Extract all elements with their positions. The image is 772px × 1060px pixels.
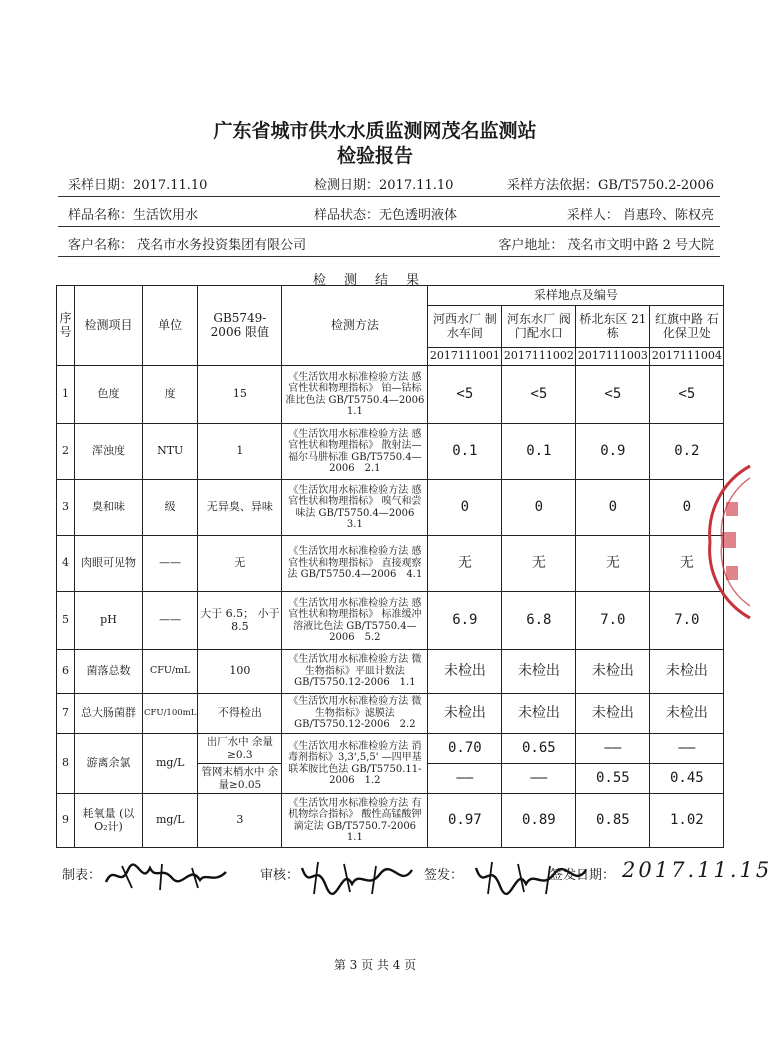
result-value: —— [428,764,502,794]
prepared-label: 制表： [62,868,102,883]
row-seq: 8 [57,734,75,794]
result-value: 6.9 [428,592,502,650]
header-seq: 序号 [57,286,75,366]
client-address: 客户地址： 茂名市文明中路 2 号大院 [498,238,714,253]
header-unit: 单位 [143,286,198,366]
signature-row [58,858,772,898]
table-row [57,480,724,536]
site-code: 2017111003 [576,348,650,366]
row-unit: —— [143,592,198,650]
row-unit: —— [143,536,198,592]
issue-label: 签发： [424,868,464,883]
result-value: 无 [502,536,576,592]
row-unit: CFU/mL [143,650,198,694]
row-seq: 3 [57,480,75,536]
result-value: <5 [428,366,502,424]
row-item: 肉眼可见物 [75,536,143,592]
site-code: 2017111001 [428,348,502,366]
divider [58,196,720,197]
header-item: 检测项目 [75,286,143,366]
result-value: —— [576,734,650,764]
result-value: —— [502,764,576,794]
report-subtitle: 检验报告 [336,145,413,167]
result-value: 未检出 [650,650,724,694]
result-value: 0.85 [576,794,650,848]
result-value: <5 [502,366,576,424]
red-stamp [704,462,750,622]
sampler: 采样人： 肖惠玲、陈权亮 [566,208,714,223]
row-unit: CFU/100mL [143,694,198,734]
site-name: 桥北东区 21 栋 [576,306,650,348]
row-item: 总大肠菌群 [75,694,143,734]
sample-state: 样品状态：无色透明液体 [314,208,458,223]
result-value: 0.2 [650,424,724,480]
result-value: 未检出 [650,694,724,734]
result-value: 0 [650,480,724,536]
header-method: 检测方法 [282,286,428,366]
site-name: 河西水厂 制水车间 [428,306,502,348]
row-method: 《生活饮用水标准检验方法 感官性状和物理指标》 散射法—福尔马肼标准 GB/T5750.4—2006 2.1 [282,424,428,480]
result-value: 0 [428,480,502,536]
table-row [57,794,724,848]
site-code: 2017111004 [650,348,724,366]
result-value: 0.89 [502,794,576,848]
prepared-signature [102,858,232,894]
header-limit: GB5749-2006 限值 [198,286,282,366]
table-row [57,650,724,694]
row-limit: 出厂水中 余量≥0.3 [198,734,282,764]
row-unit: 度 [143,366,198,424]
info-row-client [58,230,720,254]
site-name: 河东水厂 阀门配水口 [502,306,576,348]
row-unit: mg/L [143,794,198,848]
row-limit: 1 [198,424,282,480]
result-value: 0.1 [428,424,502,480]
row-unit: NTU [143,424,198,480]
row-item: 耗氧量 (以O₂计) [75,794,143,848]
row-limit: 大于 6.5； 小于 8.5 [198,592,282,650]
row-limit: 3 [198,794,282,848]
row-method: 《生活饮用水标准检验方法 感官性状和物理指标》 嗅气和尝味法 GB/T5750.4—2006 3.1 [282,480,428,536]
result-value: 1.02 [650,794,724,848]
sampling-method: 采样方法依据：GB/T5750.2-2006 [507,178,714,193]
header-sites: 采样地点及编号 [428,286,724,306]
issue-date-label: 签发日期： [550,868,616,883]
testing-date: 检测日期：2017.11.10 [314,178,454,193]
result-value: 未检出 [428,694,502,734]
issue-date: 2017.11.15 [622,858,772,882]
result-value: 无 [650,536,724,592]
page-footer: 第 3 页 共 4 页 [333,958,417,972]
result-value: 未检出 [428,650,502,694]
result-value: 未检出 [576,650,650,694]
result-value: 未检出 [502,694,576,734]
site-name: 红旗中路 石化保卫处 [650,306,724,348]
result-value: <5 [576,366,650,424]
result-value: 0.97 [428,794,502,848]
info-row-sample [58,200,720,224]
result-value: 7.0 [650,592,724,650]
table-row [57,366,724,424]
row-method: 《生活饮用水标准检验方法 感官性状和物理指标》 标准缓冲溶液比色法 GB/T5750.4—2006 5.2 [282,592,428,650]
table-row [57,734,724,764]
row-seq: 1 [57,366,75,424]
row-unit: mg/L [143,734,198,794]
result-value: 7.0 [576,592,650,650]
row-method: 《生活饮用水标准检验方法 微生物指标》平皿计数法 GB/T5750.12-2006 1.1 [282,650,428,694]
row-item: 游离余氯 [75,734,143,794]
row-seq: 9 [57,794,75,848]
row-method: 《生活饮用水标准检验方法 消毒剂指标》3,3',5,5' —四甲基联苯胺比色法 GB/T5750.11-2006 1.2 [282,734,428,794]
row-seq: 7 [57,694,75,734]
row-method: 《生活饮用水标准检验方法 微生物指标》滤膜法 GB/T5750.12-2006 2.2 [282,694,428,734]
result-value: 0.9 [576,424,650,480]
review-signature [296,858,416,898]
divider [58,256,720,257]
row-limit: 无异臭、异味 [198,480,282,536]
table-row [57,536,724,592]
result-value: 0.55 [576,764,650,794]
result-value: 无 [428,536,502,592]
site-code: 2017111002 [502,348,576,366]
result-value: 未检出 [502,650,576,694]
result-value: 0 [576,480,650,536]
result-value: 6.8 [502,592,576,650]
client-name: 客户名称： 茂名市水务投资集团有限公司 [68,238,307,253]
row-seq: 2 [57,424,75,480]
result-value: —— [650,734,724,764]
row-method: 《生活饮用水标准检验方法 有机物综合指标》 酸性高锰酸钾滴定法 GB/T5750.7-2006 1.1 [282,794,428,848]
row-limit: 管网末梢水中 余量≥0.05 [198,764,282,794]
result-value: 未检出 [576,694,650,734]
row-limit: 无 [198,536,282,592]
row-limit: 不得检出 [198,694,282,734]
table-row [57,424,724,480]
row-item: 色度 [75,366,143,424]
table-row [57,694,724,734]
row-seq: 6 [57,650,75,694]
row-item: 浑浊度 [75,424,143,480]
results-caption: 检测结果 [312,273,437,288]
review-label: 审核： [260,868,300,883]
row-seq: 4 [57,536,75,592]
result-value: 0 [502,480,576,536]
sampling-date: 采样日期：2017.11.10 [68,178,208,193]
row-item: 菌落总数 [75,650,143,694]
row-method: 《生活饮用水标准检验方法 感官性状和物理指标》 直接观察法 GB/T5750.4—2006 4.1 [282,536,428,592]
row-unit: 级 [143,480,198,536]
result-value: 0.70 [428,734,502,764]
result-value: 0.65 [502,734,576,764]
result-value: 0.1 [502,424,576,480]
row-item: 臭和味 [75,480,143,536]
row-limit: 100 [198,650,282,694]
row-seq: 5 [57,592,75,650]
info-row-dates [58,170,720,194]
row-limit: 15 [198,366,282,424]
report-title: 广东省城市供水水质监测网茂名监测站 [213,120,537,142]
result-value: 无 [576,536,650,592]
table-row [57,592,724,650]
result-value: <5 [650,366,724,424]
result-value: 0.45 [650,764,724,794]
row-method: 《生活饮用水标准检验方法 感官性状和物理指标》 铂—钴标准比色法 GB/T5750.4—2006 1.1 [282,366,428,424]
results-table [56,285,724,848]
divider [58,226,720,227]
row-item: pH [75,592,143,650]
sample-name: 样品名称：生活饮用水 [68,208,199,223]
